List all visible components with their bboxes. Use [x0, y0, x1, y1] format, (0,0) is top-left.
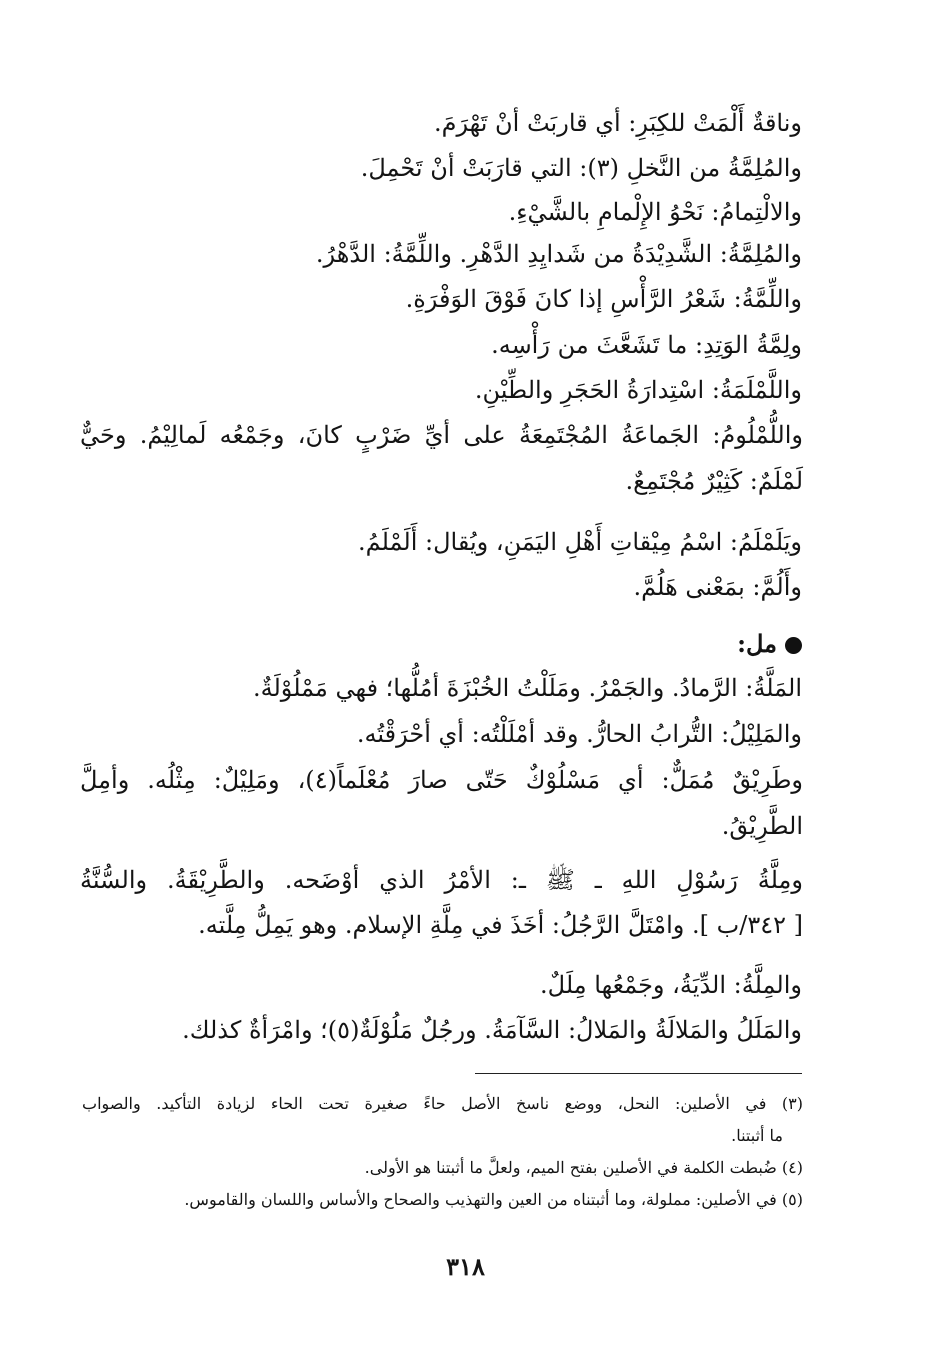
- text-line: واللِّمَّةُ: شَعْرُ الرَّأْسِ إذا كانَ فَوْقَ الوَفْرَةِ.: [405, 285, 802, 313]
- text-line: الطَّرِيْقُ.: [721, 812, 803, 840]
- text-line: لَمْلَمٌ: كَثِيْرٌ مُجْتَمِعٌ.: [625, 467, 803, 495]
- text-line: وأَلُمَّ: بمَعْنى هَلُمَّ.: [633, 573, 802, 601]
- text-line: والمَلَلُ والمَلالَةُ والمَلالُ: السَّآمَةُ. ورجُلٌ مَلُوْلَةٌ(٥)؛ وامْرَأةٌ كذلك.: [182, 1016, 802, 1044]
- text-line: والمُلِمَّةُ من النَّخلِ (٣): التي قارَبَتْ أنْ تَحْمِلَ.: [360, 154, 802, 182]
- text-line: المَلَّةُ: الرَّمادُ. والجَمْرُ. ومَلَلْتُ الخُبْزَةَ أمُلُّها؛ فهي مَمْلُوْلَةٌ.: [253, 674, 802, 702]
- text-line: والمِلَّةُ: الدِّيَةُ، وجَمْعُها مِلَلٌ.: [540, 971, 802, 999]
- bullet-icon: [785, 637, 802, 654]
- footnote-continuation: ما أثبتنا.: [731, 1126, 783, 1145]
- text-line: ويَلَمْلَمُ: اسْمُ مِيْقاتِ أَهْلِ اليَمَنِ، ويُقال: أَلَمْلَمُ.: [357, 528, 802, 556]
- text-line: ولِمَّةُ الوَتِدِ: ما تَشَعَّثَ من رَأْسِه.: [491, 331, 802, 359]
- footnote-divider: [475, 1073, 802, 1074]
- text-line: والالْتِمامُ: نَحْوُ الإِلْمامِ بالشَّيْءِ.: [508, 198, 802, 226]
- text-line: والمَلِيْلُ: التُّرابُ الحارُّ. وقد أمْلَلْتُه: أي أحْرَقْتُه.: [356, 720, 802, 748]
- footnote: (٤) ضُبطت الكلمة في الأصلين بفتح الميم، ولعلَّ ما أثبتنا هو الأولى.: [364, 1158, 803, 1177]
- text-line: وناقةٌ أَلْمَتْ للكِبَرِ: أي قاربَتْ أنْ تَهْرَمَ.: [433, 109, 802, 137]
- text-line: واللُّمْلُومُ: الجَماعَةُ المُجْتَمِعَةُ على أيِّ ضَرْبٍ كانَ، وجَمْعُه لَمالِيْمُ. وحَيٌّ: [80, 421, 803, 449]
- text-line: ومِلَّةُ رَسُوْلِ اللهِ ـ ﷺ ـ: الأمْرُ الذي أوْضَحه. والطَّرِيْقَةُ. والسُّنَّةُ: [80, 866, 803, 894]
- text-line: واللَّمْلَمَةُ: اسْتِدارَةُ الحَجَرِ والطِّيْنِ.: [474, 376, 802, 404]
- page-number: ٣١٨: [446, 1252, 485, 1281]
- section-heading: [737, 629, 802, 658]
- text-line: والمُلِمَّةُ: الشَّدِيْدَةُ من شَدايِدِ الدَّهْرِ. واللِّمَّةُ: الدَّهْرُ.: [315, 240, 802, 268]
- footnote: (٥) في الأصلين: مملولة، وما أثبتناه من العين والتهذيب والصحاح والأساس واللسان والقاموس.: [184, 1190, 803, 1209]
- text-line: وطَرِيْقٌ مُمَلٌّ: أي مَسْلُوْكٌ حَتّى صارَ مُعْلَماً(٤)، ومَلِيْلٌ: مِثْلُه. وأمِلَّ: [80, 766, 804, 794]
- footnote: (٣) في الأصلين: النحل، ووضع ناسخ الأصل حاءً صغيرة تحت الحاء لزيادة التأكيد. والصواب: [82, 1094, 804, 1113]
- section-heading-label: مل:: [737, 629, 777, 658]
- text-line: [ ٣٤٢/ب ]. وامْتَلَّ الرَّجُلُ: أخَذَ في مِلَّةِ الإسلام. وهو يَمِلُّ مِلَّته.: [198, 911, 803, 939]
